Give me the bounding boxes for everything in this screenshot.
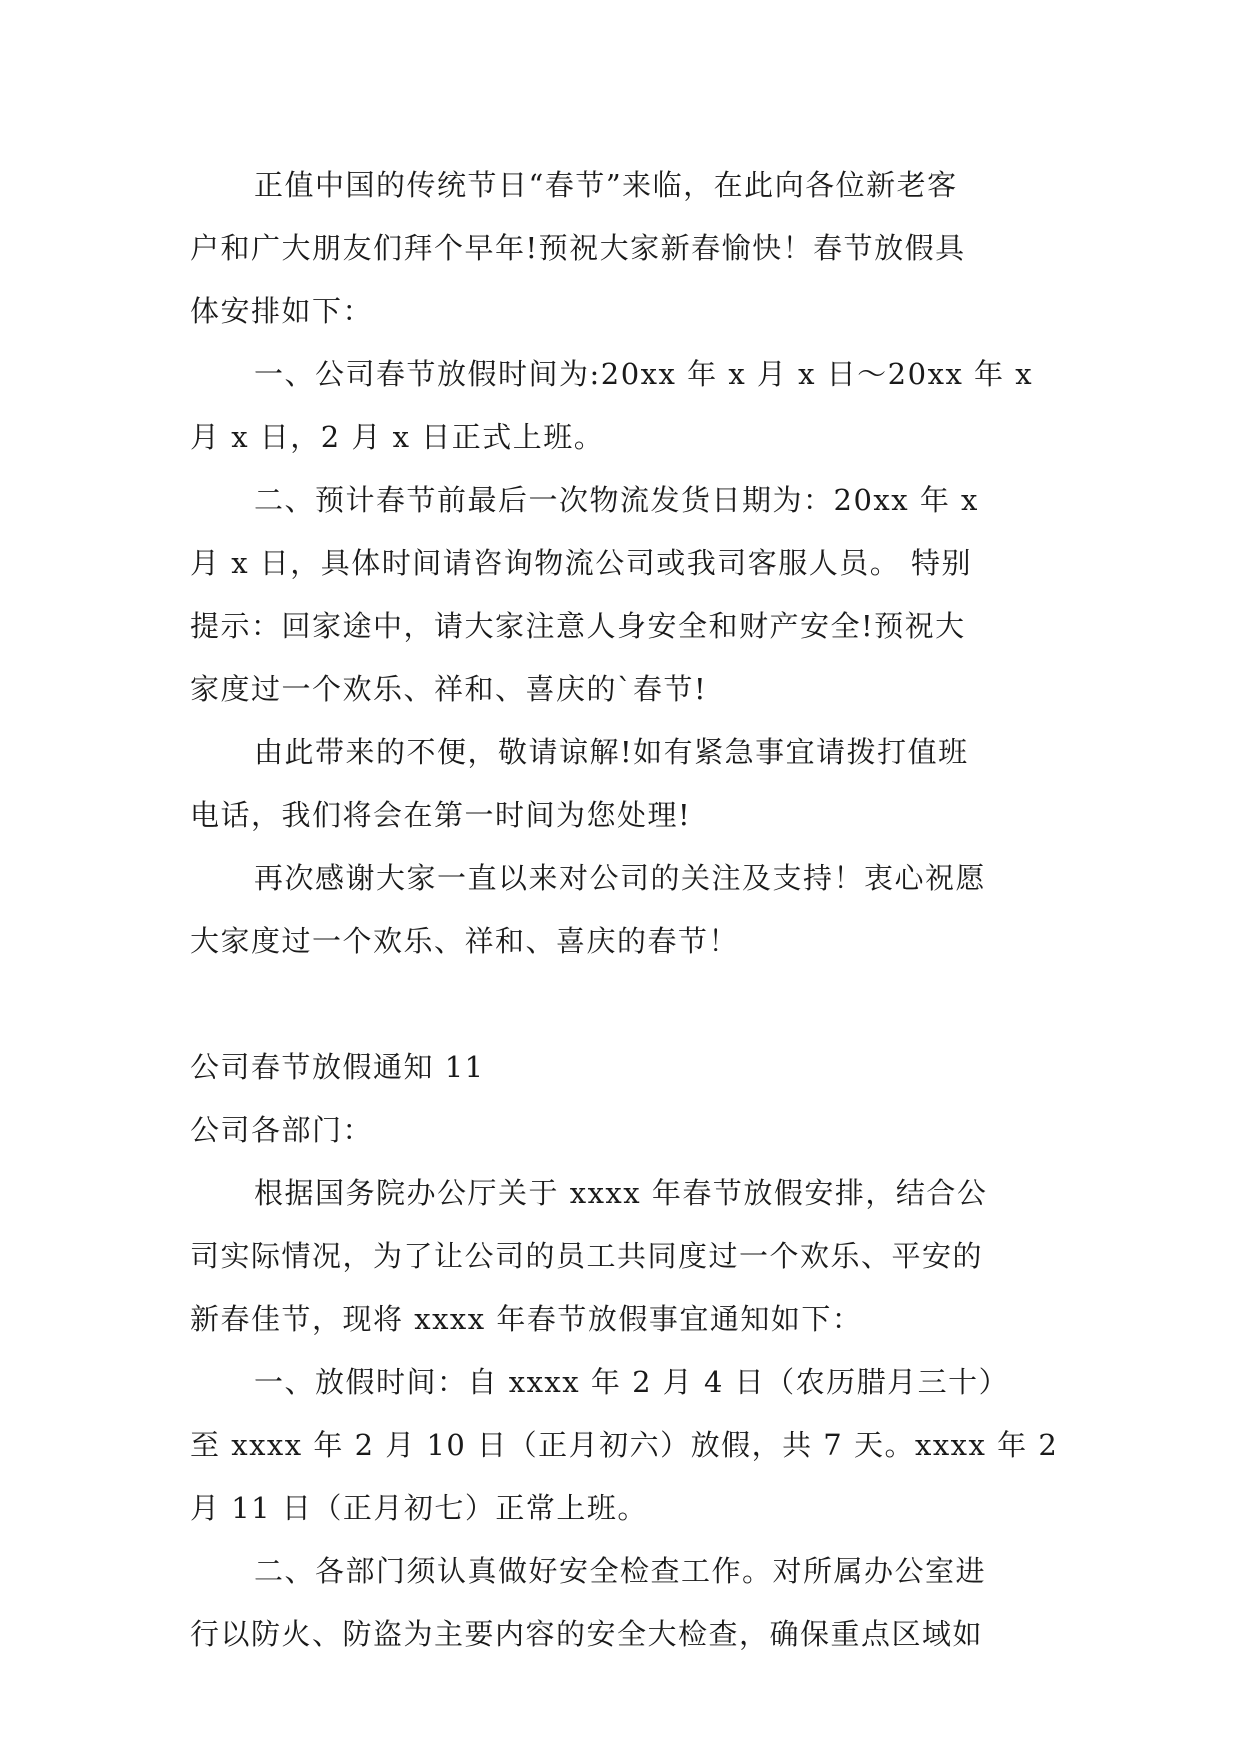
paragraph-safety-check-line: 二、各部门须认真做好安全检查工作。对所属办公室进: [254, 1554, 987, 1588]
paragraph-greeting-line: 体安排如下：: [190, 294, 374, 328]
notice-title: 公司春节放假通知 11: [190, 1050, 485, 1084]
paragraph-holiday-time-line: 一、放假时间：自 xxxx 年 2 月 4 日（农历腊月三十）: [254, 1365, 1010, 1399]
notice-salutation: 公司各部门：: [190, 1113, 374, 1147]
paragraph-greeting-line: 正值中国的传统节日“春节”来临，在此向各位新老客: [254, 168, 958, 202]
paragraph-safety-check-line: 行以防火、防盗为主要内容的安全大检查，确保重点区域如: [190, 1617, 984, 1651]
paragraph-apology-line: 电话，我们将会在第一时间为您处理!: [190, 798, 692, 832]
paragraph-item-two-line: 月 x 日，具体时间请咨询物流公司或我司客服人员。 特别: [190, 546, 973, 580]
paragraph-item-one-line: 月 x 日，2 月 x 日正式上班。: [190, 420, 605, 454]
paragraph-item-two-line: 提示：回家途中，请大家注意人身安全和财产安全!预祝大: [190, 609, 966, 643]
paragraph-intro-line: 司实际情况，为了让公司的员工共同度过一个欢乐、平安的: [190, 1239, 984, 1273]
paragraph-item-two-line: 二、预计春节前最后一次物流发货日期为：20xx 年 x: [254, 483, 979, 517]
paragraph-holiday-time-line: 月 11 日（正月初七）正常上班。: [190, 1491, 648, 1525]
paragraph-item-two-line: 家度过一个欢乐、祥和、喜庆的`春节!: [190, 672, 708, 706]
paragraph-intro-line: 新春佳节，现将 xxxx 年春节放假事宜通知如下：: [190, 1302, 863, 1336]
paragraph-thanks-line: 大家度过一个欢乐、祥和、喜庆的春节！: [190, 924, 740, 958]
paragraph-item-one-line: 一、公司春节放假时间为:20xx 年 x 月 x 日～20xx 年 x: [254, 357, 1034, 391]
paragraph-thanks-line: 再次感谢大家一直以来对公司的关注及支持！衷心祝愿: [254, 861, 987, 895]
paragraph-holiday-time-line: 至 xxxx 年 2 月 10 日（正月初六）放假，共 7 天。xxxx 年 2: [190, 1428, 1059, 1462]
paragraph-greeting-line: 户和广大朋友们拜个早年!预祝大家新春愉快！春节放假具: [190, 231, 966, 265]
paragraph-intro-line: 根据国务院办公厅关于 xxxx 年春节放假安排，结合公: [254, 1176, 988, 1210]
paragraph-apology-line: 由此带来的不便，敬请谅解!如有紧急事宜请拨打值班: [254, 735, 969, 769]
